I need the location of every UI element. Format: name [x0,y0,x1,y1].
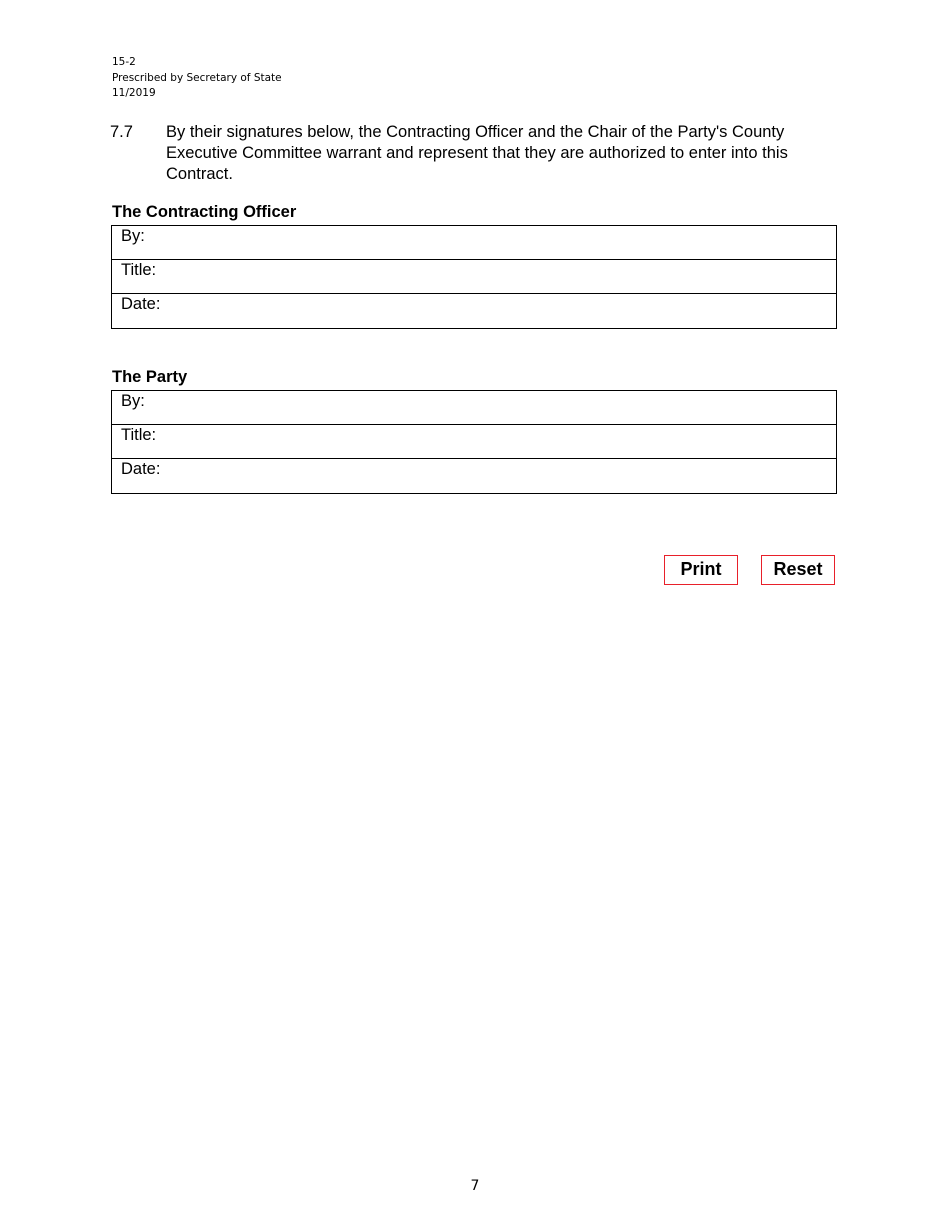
party-by-field[interactable] [112,391,836,425]
revision-date: 11/2019 [112,87,156,99]
reset-button[interactable]: Reset [761,555,835,585]
party-signature-table [111,390,837,494]
form-header [112,55,282,102]
by-label: By: [121,227,145,245]
title-label: Title: [121,261,157,279]
by-label: By: [121,392,145,410]
contracting-officer-title-field[interactable] [112,260,836,294]
date-label: Date: [121,295,161,313]
date-label: Date: [121,460,161,478]
party-heading: The Party [112,368,188,386]
section-paragraph [110,122,850,185]
form-number: 15-2 [112,56,136,68]
contracting-officer-date-field[interactable] [112,294,836,328]
contracting-officer-signature-table [111,225,837,329]
title-label: Title: [121,426,157,444]
contracting-officer-heading: The Contracting Officer [112,203,297,221]
section-number: 7.7 [110,123,133,141]
prescribed-by: Prescribed by Secretary of State [112,71,282,84]
party-date-field[interactable] [112,459,836,493]
section-text: By their signatures below, the Contracting Officer and the Chair of the Party's County Executive Committee warrant and represent that they are authorized to enter into this Contract. [166,123,788,183]
contracting-officer-by-field[interactable] [112,226,836,260]
print-button[interactable]: Print [664,555,738,585]
page-number: 7 [470,1178,480,1194]
party-title-field[interactable] [112,425,836,459]
